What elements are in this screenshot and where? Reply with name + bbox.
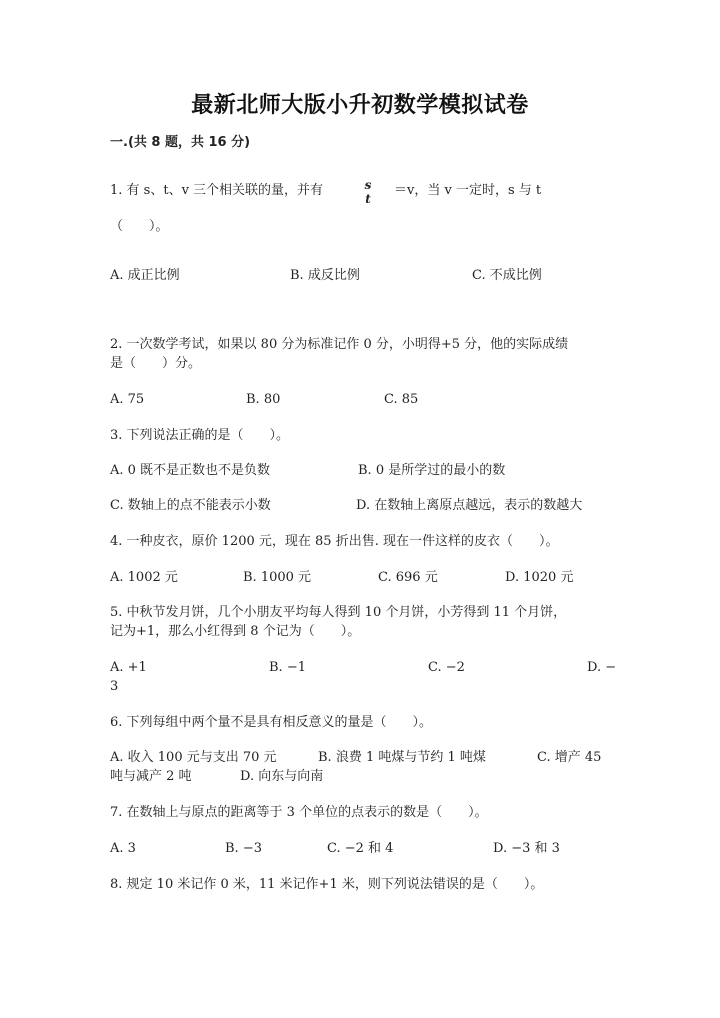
question-4-option-a: A. 1002 元: [110, 570, 178, 585]
question-3-text: 3. 下列说法正确的是（ ）。: [110, 428, 290, 443]
question-4-text: 4. 一种皮衣，原价 1200 元，现在 85 折出售. 现在一件这样的皮衣（ ）。: [110, 534, 559, 549]
page-title: 最新北师大版小升初数学模拟试卷: [191, 93, 529, 118]
question-6-text: 6. 下列每组中两个量不是具有相反意义的量是（ ）。: [110, 715, 433, 730]
question-1-option-a: A. 成正比例: [110, 268, 180, 283]
question-2-option-b: B. 80: [246, 392, 281, 407]
question-5-option-d: D. −: [587, 660, 617, 675]
question-4-option-b: B. 1000 元: [243, 570, 312, 585]
question-5-text-cont: 记为+1，那么小红得到 8 个记为（ ）。: [110, 624, 361, 639]
question-1-text-cont: ＝v，当 v 一定时，s 与 t: [394, 183, 542, 198]
question-6-option-d: D. 向东与向南: [240, 769, 324, 784]
fraction-numerator: s: [364, 178, 372, 192]
question-1-option-c: C. 不成比例: [472, 268, 542, 283]
question-1-text: 1. 有 s、t、v 三个相关联的量，并有: [110, 183, 324, 198]
section-heading: 一.(共 8 题，共 16 分): [110, 135, 251, 150]
question-5-option-d-cont: 3: [110, 679, 119, 694]
question-7-option-a: A. 3: [110, 841, 136, 856]
question-5-option-a: A. +1: [110, 660, 147, 675]
question-3-option-b: B. 0 是所学过的最小的数: [358, 463, 506, 478]
question-3-option-a: A. 0 既不是正数也不是负数: [110, 463, 271, 478]
question-7-text: 7. 在数轴上与原点的距离等于 3 个单位的点表示的数是（ ）。: [110, 805, 488, 820]
question-6-option-c: C. 增产 45: [537, 750, 602, 765]
question-6-option-a: A. 收入 100 元与支出 70 元: [110, 750, 277, 765]
question-7-option-c: C. −2 和 4: [327, 841, 394, 856]
question-4-option-c: C. 696 元: [378, 570, 438, 585]
fraction-s-over-t: [361, 178, 375, 206]
question-1-option-b: B. 成反比例: [290, 268, 360, 283]
question-2-option-c: C. 85: [384, 392, 419, 407]
question-7-option-b: B. −3: [225, 841, 262, 856]
question-5-text: 5. 中秋节发月饼，几个小朋友平均每人得到 10 个月饼，小芳得到 11 个月饼，: [110, 605, 567, 620]
question-7-option-d: D. −3 和 3: [493, 841, 560, 856]
question-5-option-c: C. −2: [428, 660, 465, 675]
question-5-option-b: B. −1: [269, 660, 306, 675]
fraction-denominator: t: [365, 192, 371, 206]
question-2-option-a: A. 75: [110, 392, 145, 407]
question-3-option-c: C. 数轴上的点不能表示小数: [110, 498, 271, 513]
question-2-text: 2. 一次数学考试，如果以 80 分为标准记作 0 分，小明得+5 分，他的实际成绩: [110, 337, 569, 352]
question-6-option-b: B. 浪费 1 吨煤与节约 1 吨煤: [318, 750, 486, 765]
question-6-option-c-cont: 吨与减产 2 吨: [110, 769, 192, 784]
question-2-text-cont: 是（ ）分。: [110, 356, 202, 371]
question-1-blank: （ ）。: [110, 219, 169, 234]
question-4-option-d: D. 1020 元: [505, 570, 574, 585]
question-8-text: 8. 规定 10 米记作 0 米，11 米记作+1 米，则下列说法错误的是（ ）。: [110, 877, 544, 892]
question-3-option-d: D. 在数轴上离原点越远，表示的数越大: [356, 498, 583, 513]
